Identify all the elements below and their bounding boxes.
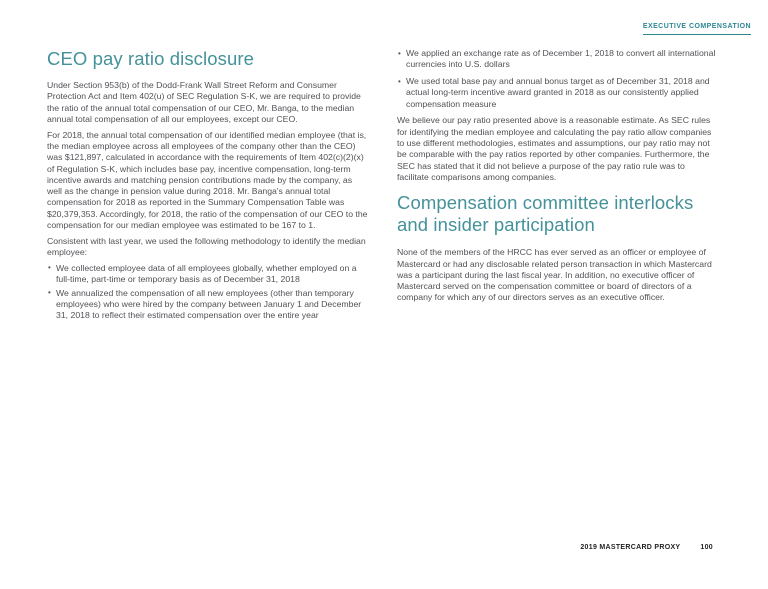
paragraph-section-953b: Under Section 953(b) of the Dodd-Frank Wall Street Reform and Consumer Protection Act and Item 402(u) of SEC Regulation S-K, we are required to provide the ratio of the annual total compensation of our CEO, Mr. Banga, to the median annual total compensation of all our employees, except our CEO. <box>47 80 361 124</box>
heading-compensation-committee-interlocks: Compensation committee interlocks and insider participation <box>397 192 694 236</box>
content-columns <box>47 48 718 323</box>
footer-page-number: 100 <box>700 544 713 551</box>
left-column <box>47 48 368 323</box>
bullet-exchange-rate: • We applied an exchange rate as of December 1, 2018 to convert all international currencies into U.S. dollars <box>397 48 718 71</box>
bullet-annualized-compensation: • We annualized the compensation of all new employees (other than temporary employees) who were hired by the company between January 1 and December 31, 2018 to reflect their estimated compensation over the entire year <box>47 288 368 322</box>
right-column <box>397 48 718 323</box>
paragraph-hrcc-members: None of the members of the HRCC has ever served as an officer or employee of Mastercard or had any disclosable related person transaction in which Mastercard was a participant during the last fiscal year. In addition, no executive officer of Mastercard served on the compensation committee or board of directors of a company for which any of our directors serves as an executive officer. <box>397 247 712 303</box>
paragraph-methodology-intro: Consistent with last year, we used the following methodology to identify the median employee: <box>47 235 366 258</box>
footer-brand-label: 2019 MASTERCARD PROXY <box>580 544 681 551</box>
heading-ceo-pay-ratio-disclosure: CEO pay ratio disclosure <box>47 48 255 69</box>
page-footer <box>580 544 713 551</box>
paragraph-median-employee-2018: For 2018, the annual total compensation of our identified median employee (that is, the median employee across all employees of the company other than the CEO) was $121,897, calculated in accordance with the requirements of Item 402(c)(2)(x) of Regulation S-K, which includes base pay, incentive compensation, long-term incentive awards and matching pension contributions made by the company, as well as the change in pension value during 2018. Mr. Banga's annual total compensation for 2018 as reported in the Summary Compensation Table was $20,379,353. Accordingly, for 2018, the ratio of the compensation of our CEO to the compensation for our median employee was estimated to be 167 to 1. <box>47 129 368 231</box>
paragraph-pay-ratio-estimate: We believe our pay ratio presented above is a reasonable estimate. As SEC rules for identifying the median employee and calculating the pay ratio allow companies to use different methodologies, estimates and assumptions, our pay ratio may not be comparable with the pay ratios reported by other companies. Furthermore, the SEC has stated that it did not believe a purpose of the pay ratio rule was to facilitate comparisons among companies. <box>397 115 712 182</box>
bullet-collected-employee-data: • We collected employee data of all employees globally, whether employed on a full-time, part-time or temporary basis as of December 31, 2018 <box>47 263 368 286</box>
methodology-bullet-list-left <box>47 263 368 321</box>
bullet-base-pay-bonus-target: • We used total base pay and annual bonus target as of December 31, 2018 and actual long-term incentive award granted in 2018 as our consistently applied compensation measure <box>397 76 718 110</box>
methodology-bullet-list-right <box>397 48 718 110</box>
section-kicker: EXECUTIVE COMPENSATION <box>643 23 751 35</box>
